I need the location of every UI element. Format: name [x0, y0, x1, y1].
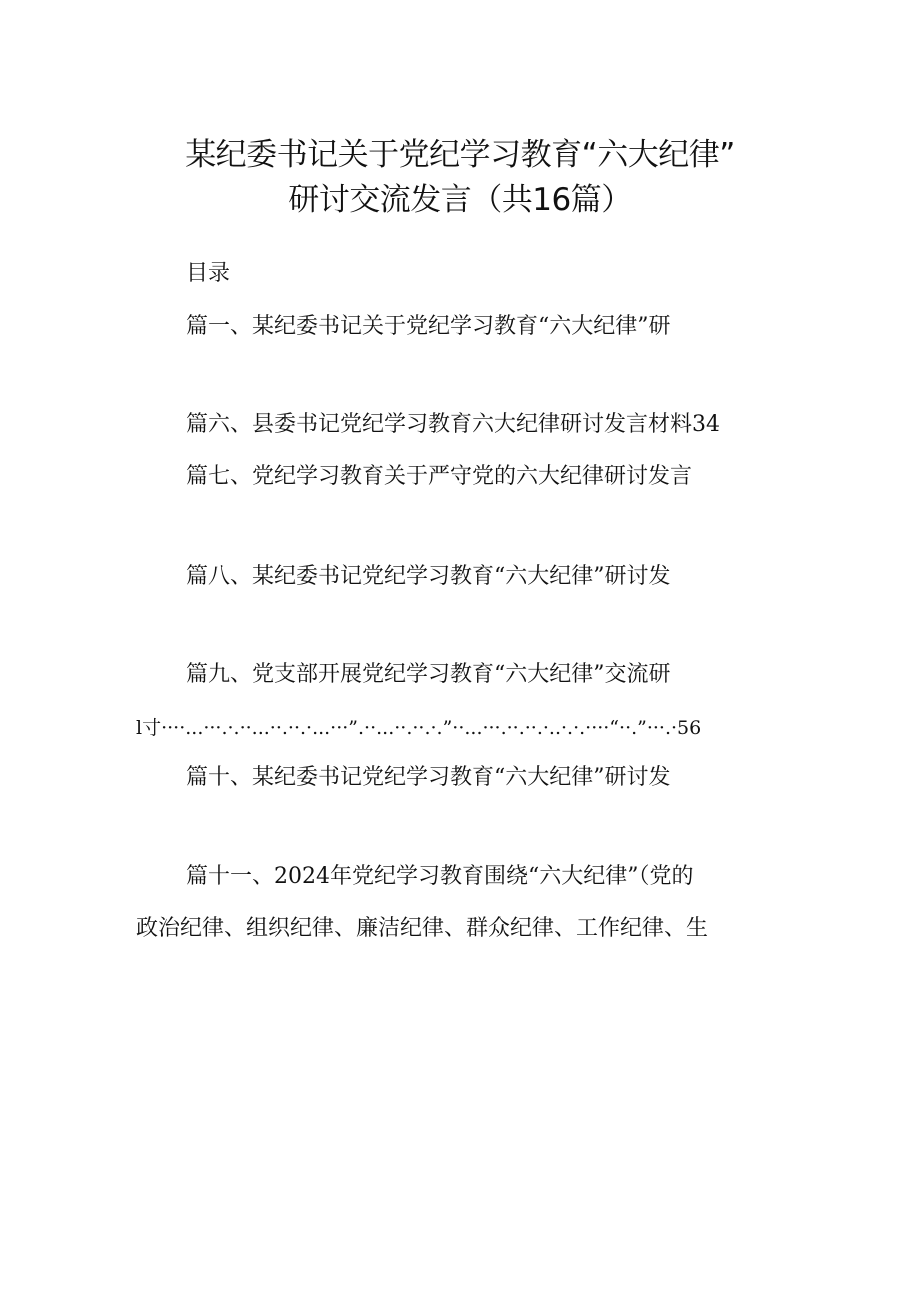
toc-entry-8: 篇八、某纪委书记党纪学习教育“六大纪律”研讨发: [186, 564, 671, 589]
toc-entry-6: 篇六、县委书记党纪学习教育六大纪律研讨发言材料34: [186, 412, 720, 437]
toc-entry-9-continuation: l寸····...···.·.··...··.··.·...···”.··...··.··.·.”··...···.··.··.·..·.·.····“··.”···.·56: [136, 717, 702, 739]
toc-entry-7: 篇七、党纪学习教育关于严守党的六大纪律研讨发言: [186, 464, 693, 489]
toc-entry-10: 篇十、某纪委书记党纪学习教育“六大纪律”研讨发: [186, 765, 671, 790]
toc-entry-11: 篇十一、2024年党纪学习教育围绕“六大纪律”（党的: [186, 864, 694, 889]
toc-label: 目录: [186, 261, 231, 286]
document-title-line-2: 研讨交流发言（共16篇）: [288, 182, 632, 218]
toc-entry-9: 篇九、党支部开展党纪学习教育“六大纪律”交流研: [186, 662, 671, 687]
document-title-line-1: 某纪委书记关于党纪学习教育“六大纪律”: [185, 137, 735, 173]
toc-entry-1: 篇一、某纪委书记关于党纪学习教育“六大纪律”研: [186, 314, 671, 339]
toc-entry-11-continuation: 政治纪律、组织纪律、廉洁纪律、群众纪律、工作纪律、生: [136, 916, 709, 941]
